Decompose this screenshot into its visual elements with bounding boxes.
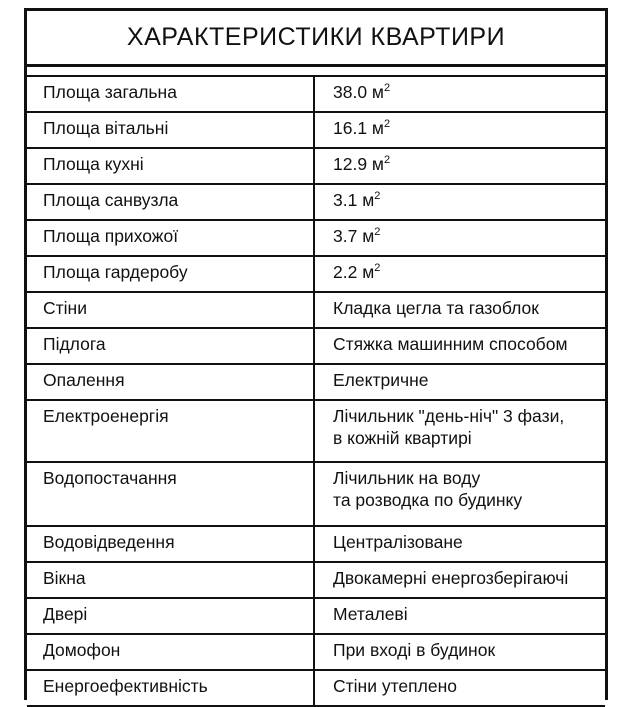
table-row <box>27 563 605 599</box>
spec-table <box>27 75 605 707</box>
superscript: 2 <box>374 190 381 203</box>
row-label: Вікна <box>27 563 315 597</box>
table-row <box>27 527 605 563</box>
table-row <box>27 463 605 527</box>
spec-sheet <box>24 8 608 700</box>
table-row <box>27 257 605 293</box>
row-label: Двері <box>27 599 315 633</box>
table-row <box>27 149 605 185</box>
row-value: 2.2 $м^2$ <box>333 262 381 282</box>
row-value: Двокамерні енергозберігаючі <box>333 568 569 588</box>
row-label: Площа гардеробу <box>27 257 315 291</box>
row-value: 16.1 $м^2$ <box>333 118 391 138</box>
row-value: Лічильник "день-ніч" 3 фази, в кожній квартирі <box>333 406 565 448</box>
table-row <box>27 635 605 671</box>
row-label: Стіни <box>27 293 315 327</box>
row-label: Електроенергія <box>27 401 315 461</box>
table-row <box>27 185 605 221</box>
row-label: Водовідведення <box>27 527 315 561</box>
page-title: ХАРАКТЕРИСТИКИ КВАРТИРИ <box>27 11 605 67</box>
superscript: 2 <box>383 82 391 95</box>
row-label: Опалення <box>27 365 315 399</box>
row-value: Кладка цегла та газоблок <box>333 298 539 318</box>
row-value: 12.9 $м^2$ <box>333 154 391 174</box>
row-value: 38.0 $м^2$ <box>333 82 391 102</box>
row-label: Підлога <box>27 329 315 363</box>
row-label: Водопостачання <box>27 463 315 525</box>
superscript: 2 <box>374 262 381 275</box>
row-value: Лічильник на воду та розводка по будинку <box>333 468 523 510</box>
table-row <box>27 293 605 329</box>
table-row <box>27 401 605 463</box>
superscript: 2 <box>383 118 391 131</box>
row-label: Площа вітальні <box>27 113 315 147</box>
table-row <box>27 671 605 707</box>
row-value: 3.1 $м^2$ <box>333 190 381 210</box>
row-label: Площа прихожої <box>27 221 315 255</box>
row-label: Домофон <box>27 635 315 669</box>
superscript: 2 <box>374 226 381 239</box>
table-row <box>27 221 605 257</box>
row-value: Стяжка машинним способом <box>333 334 568 354</box>
table-row <box>27 599 605 635</box>
row-value: Стіни утеплено <box>333 676 457 696</box>
table-row <box>27 77 605 113</box>
table-row <box>27 365 605 401</box>
row-label: Енергоефективність <box>27 671 315 705</box>
row-value: Електричне <box>333 370 429 390</box>
row-label: Площа санвузла <box>27 185 315 219</box>
row-label: Площа кухні <box>27 149 315 183</box>
superscript: 2 <box>383 154 391 167</box>
row-label: Площа загальна <box>27 77 315 111</box>
table-row <box>27 329 605 365</box>
row-value: Металеві <box>333 604 408 624</box>
table-row <box>27 113 605 149</box>
row-value: Централізоване <box>333 532 463 552</box>
row-value: 3.7 $м^2$ <box>333 226 381 246</box>
row-value: При вході в будинок <box>333 640 496 660</box>
